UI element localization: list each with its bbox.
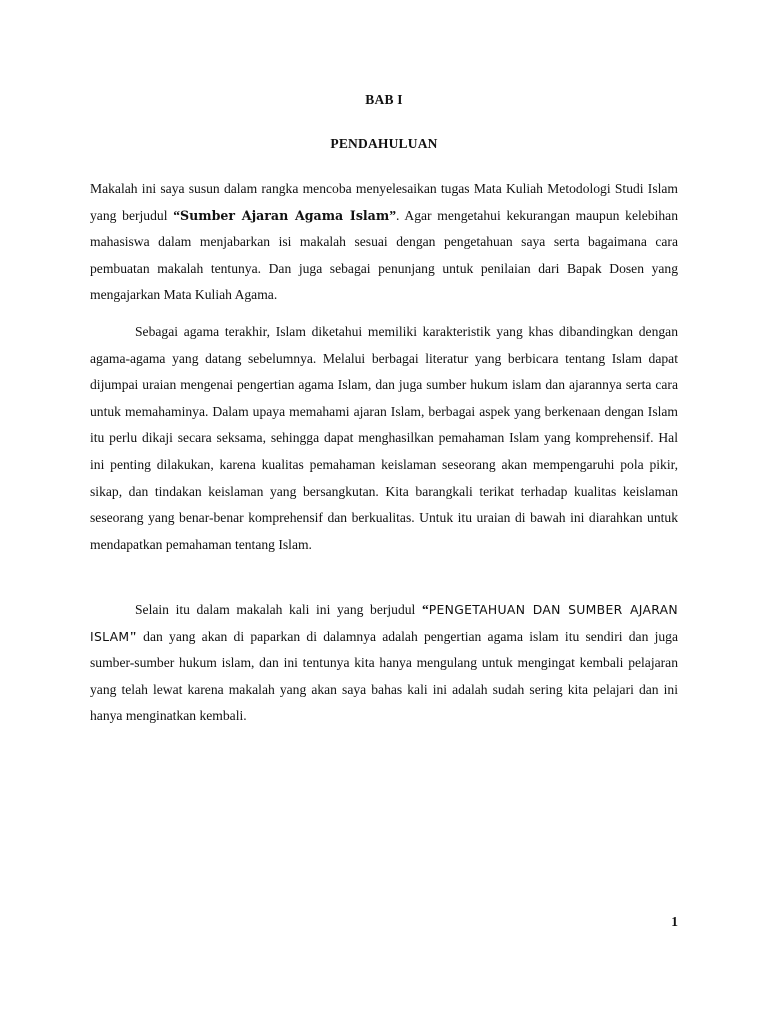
paragraph-1-quote-open: “: [173, 207, 181, 223]
paragraph-1-text-after: . Agar mengetahui kekurangan maupun kelebihan mahasiswa dalam menjabarkan isi makalah sesuai dengan pengetahuan saya serta bagaimana cara pembuatan makalah tentunya. Dan juga sebagai penunjang untuk penilaian dari Bapak Dosen yang mengajarkan Mata Kuliah Agama.: [90, 207, 679, 303]
paragraph-3-quote-open: “: [421, 602, 429, 617]
paragraph-1: [90, 176, 678, 309]
chapter-number: BAB I: [365, 92, 403, 107]
paragraph-1-text-before: Makalah ini saya susun dalam rangka mencoba menyelesaikan tugas Mata Kuliah Metodologi Studi Islam yang berjudul: [90, 181, 678, 223]
paragraph-3-text-before: Selain itu dalam makalah kali ini yang berjudul: [135, 602, 422, 617]
paragraph-1-title-highlight: Sumber Ajaran Agama Islam: [180, 207, 390, 223]
paragraph-2: Sebagai agama terakhir, Islam diketahui memiliki karakteristik yang khas dibandingkan dengan agama-agama yang datang sebelumnya. Melalui berbagai literatur yang berbicara tentang Islam dapat dijumpai uraian mengenai pengertian agama Islam, dan juga sumber hukum islam dan ajarannya serta cara untuk memahaminya. Dalam upaya memahami ajaran Islam, berbagai aspek yang berkenaan dengan Islam itu perlu dikaji secara seksama, sehingga dapat menghasilkan pemahaman Islam yang komprehensif. Hal ini penting dilakukan, karena kualitas pemahaman keislaman seseorang akan mempengaruhi pola pikir, sikap, dan tindakan keislaman yang bersangkutan. Kita barangkali terikat terhadap kualitas keislaman seseorang yang benar-benar komprehensif dan berkualitas. Untuk itu uraian di bawah ini diarahkan untuk mendapatkan pemahaman tentang Islam.: [90, 324, 678, 552]
paragraph-3-quote-close: ": [129, 628, 137, 644]
paragraph-3: [90, 597, 678, 730]
page-number: 1: [671, 914, 678, 929]
paragraph-3-title-highlight: PENGETAHUAN DAN SUMBER AJARAN ISLAM: [90, 602, 678, 644]
paragraph-1-quote-close: ”: [389, 207, 396, 223]
paragraph-3-text-after: dan yang akan di paparkan di dalamnya adalah pengertian agama islam itu sendiri dan juga sumber-sumber hukum islam, dan ini tentunya kita hanya mengulang untuk mengingat kembali pelajaran yang telah lewat karena makalah yang akan saya bahas kali ini adalah sudah sering kita pelajari dan ini hanya menginatkan kembali.: [90, 628, 678, 724]
chapter-title: PENDAHULUAN: [330, 136, 438, 151]
